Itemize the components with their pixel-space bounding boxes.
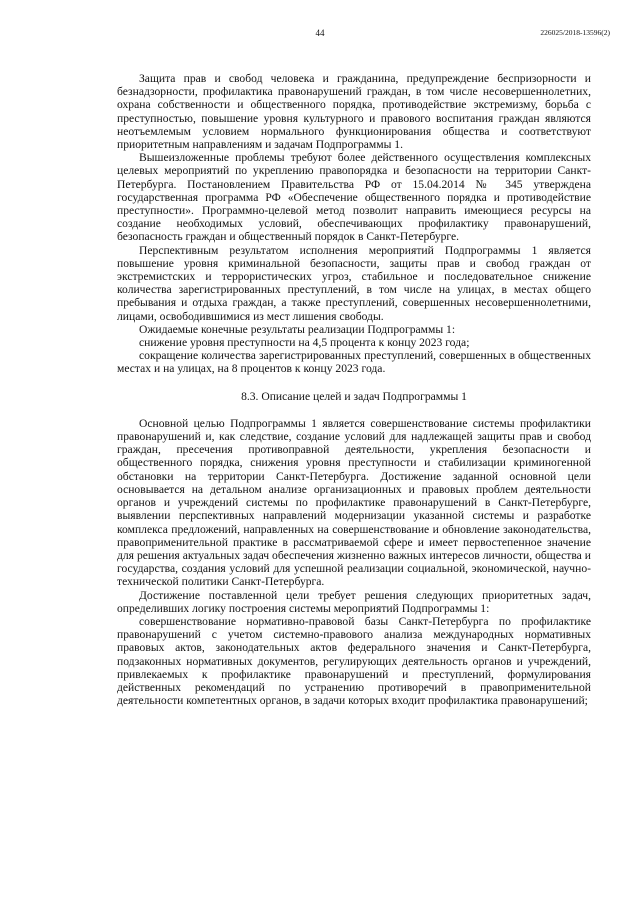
page-number: 44 bbox=[315, 28, 325, 38]
list-item: снижение уровня преступности на 4,5 процента к концу 2023 года; bbox=[139, 336, 470, 350]
paragraph: Защита прав и свобод человека и гражданина, предупреждение беспризорности и безнадзорности, профилактика правонарушений граждан, в том числе несовершеннолетних, охрана собственности и общественного порядка, противодействие экстремизму, борьба с преступностью, повышение уровня культурного и правового воспитания граждан являются неотъемлемым условием нормального функционирования общества и соответствуют приоритетным направлениям и задачам Подпрограммы 1. bbox=[117, 72, 591, 152]
paragraph: Вышеизложенные проблемы требуют более действенного осуществления комплексных целевых мероприятий по укреплению правопорядка и безопасности на территории Санкт-Петербурга. Постановлением Правительства РФ от 15.04.2014 № 345 утверждена государственная программа РФ «Обеспечение общественного порядка и противодействие преступности». Программно-целевой метод позволит направить имеющиеся ресурсы на создание необходимых условий, обеспечивающих профилактику правонарушений, безопасность граждан и общественный порядок в Санкт-Петербурге. bbox=[117, 151, 591, 244]
list-item: сокращение количества зарегистрированных преступлений, совершенных в общественных местах и на улицах, на 8 процентов к концу 2023 года. bbox=[117, 349, 591, 376]
document-id: 226025/2018-13596(2) bbox=[540, 28, 610, 37]
paragraph: Ожидаемые конечные результаты реализации Подпрограммы 1: bbox=[139, 322, 456, 336]
paragraph: Достижение поставленной цели требует решения следующих приоритетных задач, определивших логику построения системы мероприятий Подпрограммы 1: bbox=[117, 588, 591, 615]
list-item: совершенствование нормативно-правовой базы Санкт-Петербурга по профилактике правонарушений с учетом системно-правового анализа международных нормативных правовых актов, законодательных актов федерального значения и Санкт-Петербурга, подзаконных нормативных документов, регулирующих деятельность органов и учреждений, привлекаемых к профилактике правонарушений и преступлений, формулирования действенных рекомендаций по устранению противоречий в правоприменительной деятельности компетентных органов, в задачи которых входит профилактика правонарушений; bbox=[117, 614, 591, 708]
document-body bbox=[117, 72, 591, 707]
paragraph: Перспективным результатом исполнения мероприятий Подпрограммы 1 является повышение уровня криминальной безопасности, защиты прав и свобод граждан от экстремистских и террористических угроз, стабильное и последовательное снижение количества зарегистрированных преступлений, в том числе на улицах, в местах общего пребывания и отдыха граждан, а также преступлений, совершенных несовершеннолетними, лицами, освободившимися из мест лишения свободы. bbox=[117, 243, 591, 323]
paragraph: Основной целью Подпрограммы 1 является совершенствование системы профилактики правонарушений и, как следствие, создание условий для надлежащей защиты прав и свобод граждан, пресечения противоправной деятельности, укрепления безопасности и общественного порядка, снижения уровня преступности и стабилизации криминогенной обстановки на территории Санкт-Петербурга. Достижение заданной основной цели основывается на детальном анализе организационных и правовых проблем деятельности органов и учреждений системы по профилактике правонарушений в Санкт-Петербурге, выявлении перспективных направлений модернизации указанной системы и разработке комплекса предложений, направленных на совершенствование и обновление законодательства, правоприменительной практике в рассматриваемой сфере и имеет первостепенное значение для решения актуальных задач обеспечения жизненно важных интересов личности, общества и государства, создания условий для успешной реализации социальной, экономической, научно-технической политики Санкт-Петербурга. bbox=[117, 416, 591, 589]
section-title: 8.3. Описание целей и задач Подпрограммы 1 bbox=[241, 389, 467, 403]
